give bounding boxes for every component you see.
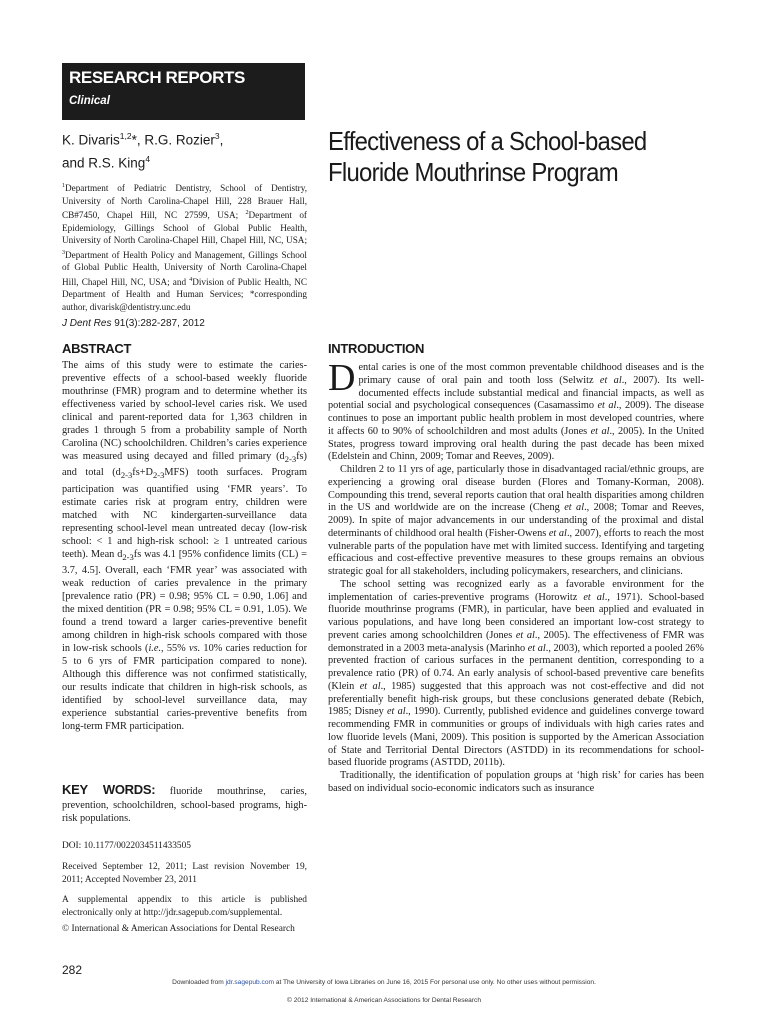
article-title xyxy=(328,126,696,188)
author-3: and R.S. King xyxy=(62,155,146,170)
paragraph xyxy=(328,770,704,796)
doi: DOI: 10.1177/0022034511433505 xyxy=(62,841,191,851)
author-2: R.G. Rozier xyxy=(144,132,215,148)
paragraph xyxy=(328,357,705,464)
abstract-sub: 2-3 xyxy=(284,454,297,465)
text-run: ., 1985) suggested that this approach was not cost-effective and did not preferentially benefit high-risk groups, but these conclusions generated debate (Rebich, 1985; Disney xyxy=(328,680,704,718)
keywords xyxy=(62,783,307,826)
text-run: ., 2008; Tomar and Reeves, 2009). In spite of major advancements in our understanding of the proximal and distal determinants of childhood oral health (Fisher-Owens xyxy=(328,502,705,539)
section-title: RESEARCH REPORTS xyxy=(69,68,245,87)
keywords-text: fluoride mouthrinse, caries, prevention, schoolchildren, school-based programs, high-risk populations. xyxy=(62,786,307,824)
abstract-italic: vs. xyxy=(189,643,201,655)
text-run: ., 1990). Currently, published evidence and guidelines converge toward recommending FMR in communities or groups of individuals with high caries rates and low fluoride levels (Mani, 2009). This position is supported by the American Association of State and Territorial Dental Directors (ASTDD) in its recommendations for school-based fluoride programs (ASTDD, 2011b). xyxy=(328,706,704,769)
text-run: The school setting was recognized early as a favorable environment for the implementation of caries-preventive programs (Horowitz xyxy=(328,578,704,603)
text-run: ., 2005). The effectiveness of FMR was demonstrated in a 2003 meta-analysis (Marinho xyxy=(328,629,704,654)
title-line-2: Fluoride Mouthrinse Program xyxy=(328,157,618,187)
affil-3: Department of Health Policy and Management, Gillings School of Global Public Health, University of North Carolina-Chapel Hill, Chapel Hill, NC, USA; and xyxy=(62,249,307,287)
italic-run: et al xyxy=(590,425,610,437)
download-link[interactable]: jdr.sagepub.com xyxy=(225,979,274,986)
author-2-sup: 3 xyxy=(214,131,220,141)
download-text: Downloaded from xyxy=(172,979,226,986)
abstract-sub: 2-3 xyxy=(152,470,165,481)
abstract-part: fs was 4.1 [95% confidence limits (CL) = 3.7, 4.5]. Overall, each ‘FMR year’ was associated with weak reduction of caries prevalence in the primary [prevalence ratio (PR) = 0.98; 95% CL = 0.90, 1.06] and the mixed dentition (PR = 0.98; 95% CL = 0.91, 1.05). We found a trend toward a larger caries-preventive benefit among children in high-risk schools compared with those in low-risk schools ( xyxy=(62,548,307,655)
text-run: ental caries is one of the most common preventable childhood diseases and is the primary cause of oral pain and tooth loss (Selwitz xyxy=(358,362,704,386)
italic-run: et al xyxy=(597,400,617,412)
author-list xyxy=(62,127,312,172)
text-run: ., 2007). Its well-documented effects include substantial medical and financial impacts, as well as potential social and psychological consequences (Casamassimo xyxy=(328,374,704,412)
abstract-heading: ABSTRACT xyxy=(62,341,132,356)
footer-copyright: © 2012 International & American Associations for Dental Research xyxy=(287,997,481,1004)
received-dates: Received September 12, 2011; Last revision November 19, 2011; Accepted November 23, 2011 xyxy=(62,862,307,885)
abstract-part: fs) and total (d xyxy=(62,451,307,479)
text-run: ., 1971). School-based fluoride mouthrinse programs (FMR), in particular, have been applied and evaluated in various populations, and have long been considered an important low-cost strategy to prevent caries among schoolchildren (Jones xyxy=(328,591,705,641)
affil-2: Department of Epidemiology, Gillings School of Global Public Health, University of North Carolina-Chapel Hill, Chapel Hill, NC, USA; xyxy=(62,210,307,246)
journal-name: J Dent Res xyxy=(62,318,112,329)
download-notice xyxy=(0,979,768,986)
section-subtitle: Clinical xyxy=(69,95,110,107)
paragraph xyxy=(328,579,704,770)
text-run: ., 2009). The disease continues to pose an important public health problem in most developed countries, where it affects 60 to 90% of schoolchildren and most adults (Jones xyxy=(328,400,705,437)
italic-run: et al xyxy=(564,502,585,514)
text-run: ., 2007), efforts to reach the most vulnerable parts of the population have met with limited success. Identifying and targeting efficacious and cost-effective preventive measures to these groups remains an obvious strategic goal for all stakeholders, including policymakers, researchers, and clinicians. xyxy=(328,527,705,577)
italic-run: et al xyxy=(599,374,622,386)
italic-run: et al xyxy=(583,591,605,603)
drop-cap: D xyxy=(328,357,356,399)
italic-run: et al xyxy=(527,642,546,654)
paragraph xyxy=(328,464,704,579)
introduction-heading: INTRODUCTION xyxy=(328,341,425,356)
download-text: at The University of Iowa Libraries on June 16, 2015 For personal use only. No other uses without permission. xyxy=(273,979,596,986)
abstract-part: MFS) tooth surfaces. Program participation was quantified using ‘FMR years’. To estimate caries risk at program entry, children were matched with NC kindergarten-surveillance data representing school-level mean untreated decay (low-risk school: < 1 and high-risk school: ≥ 1 untreated carious teeth). Mean d xyxy=(62,467,307,560)
affil-sup-2: 2 xyxy=(245,210,249,217)
keywords-label: KEY WORDS: xyxy=(62,782,156,797)
affil-sup-1: 1 xyxy=(62,183,65,189)
introduction-body xyxy=(328,357,705,796)
author-sep: , xyxy=(219,132,224,148)
abstract-sub: 2-3 xyxy=(120,470,133,481)
affiliations xyxy=(62,180,307,313)
author-1-sup: 1,2 xyxy=(119,131,132,141)
author-1-mark: *, xyxy=(131,132,145,148)
affil-4: Division of Public Health, NC Department of Health and Human Services; *corresponding author, divarisk@dentistry.unc.edu xyxy=(62,276,307,312)
citation-details: 91(3):282-287, 2012 xyxy=(111,318,205,329)
text-run: Traditionally, the identification of population groups at ‘high risk’ for caries has been based on individual socio-economic indicators such as insurance xyxy=(328,770,704,794)
section-banner xyxy=(62,63,305,118)
abstract-text xyxy=(62,359,307,733)
italic-run: et al xyxy=(386,706,406,718)
abstract-part: The aims of this study were to estimate the caries-preventive effects of a school-based weekly fluoride mouthrinse (FMR) program and to determine whether its effectiveness varied by school-level caries risk. We used clinical and parent-reported data for 1,363 children in grades 1 through 5 from a probability sample of North Carolina (NC) schoolchildren. Children’s caries experience was measured using decayed and filled primary (d xyxy=(62,360,307,463)
text-run: Children 2 to 11 yrs of age, particularly those in disadvantaged racial/ethnic groups, are experiencing a growing oral disease burden (Flores and Tomany-Korman, 2008). Compounding this trend, several reports caution that oral health disparities among children in the US and worldwide are on the increase (Cheng xyxy=(328,464,704,514)
abstract-part: fs+D xyxy=(132,467,153,479)
affil-1: Department of Pediatric Dentistry, School of Dentistry, University of North Carolina-Chapel Hill, 228 Brauer Hall, CB#7450, Chapel Hill, NC 27599, USA; xyxy=(62,183,307,221)
text-run: ., 2005). In the United States, progress toward improving oral health during the past decade has been mixed (Edelstein and Chinn, 2009; Tomar and Reeves, 2009). xyxy=(328,425,705,463)
italic-run: et al xyxy=(548,527,567,539)
abstract-part: , 55% xyxy=(161,643,190,655)
abstract-part: 10% caries reduction for 5 to 6 yrs of FMR participation compared to none). Although this difference was not confirmed statistically, our results indicate that children in high-risk schools, as identified by school-level surveillance data, may experience substantial caries-preventive benefits from long-term FMR participation. xyxy=(62,643,307,733)
copyright-note: © International & American Associations for Dental Research xyxy=(62,924,295,934)
page-number: 282 xyxy=(62,963,83,977)
abstract-italic: i.e. xyxy=(148,643,162,655)
affil-sup-4: 4 xyxy=(189,276,193,283)
text-run: ., 2003), which reported a pooled 26% prevented fraction of carious surfaces in the permanent dentition, corresponding to a prevalence ratio (PR) of 0.74. An early analysis of school-based preventive care benefits (Klein xyxy=(328,642,705,692)
abstract-sub: 2-3 xyxy=(122,551,134,562)
supplement-note: A supplemental appendix to this article is published electronically only at http://jdr.sagepub.com/supplemental. xyxy=(62,895,307,918)
italic-run: et al xyxy=(359,680,381,692)
banner-rule xyxy=(62,118,305,120)
author-1: K. Divaris xyxy=(62,132,120,148)
affil-sup-3: 3 xyxy=(62,249,65,256)
author-3-sup: 4 xyxy=(145,153,151,164)
italic-run: et al xyxy=(515,629,535,641)
title-line-1: Effectiveness of a School-based xyxy=(328,126,647,156)
journal-citation xyxy=(62,318,307,329)
